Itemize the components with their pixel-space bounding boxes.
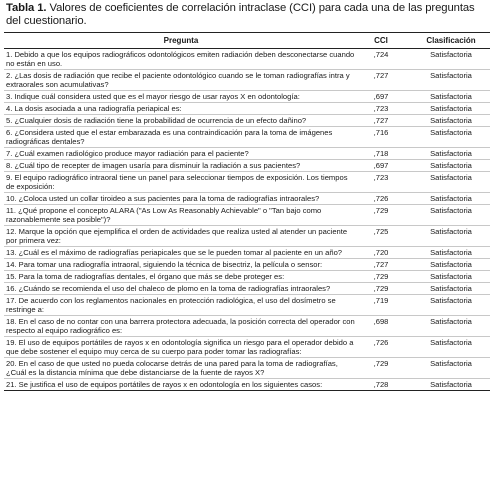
classification-cell: Satisfactoria bbox=[430, 104, 472, 113]
table-row bbox=[4, 247, 490, 259]
classification-cell: Satisfactoria bbox=[430, 128, 472, 137]
table-caption bbox=[6, 2, 486, 28]
table-row bbox=[4, 148, 490, 160]
classification-cell: Satisfactoria bbox=[430, 149, 472, 158]
table-row bbox=[4, 49, 490, 70]
question-cell: 6. ¿Considera usted que el estar embarazada es una contraindicación para la toma de imágenes radiográficas dentales? bbox=[6, 128, 333, 146]
cci-cell: ,728 bbox=[373, 380, 389, 389]
question-cell: 12. Marque la opción que ejemplifica el orden de actividades que realiza usted al atender un paciente por primera vez: bbox=[6, 227, 348, 245]
cci-cell: ,725 bbox=[373, 227, 389, 236]
cci-cell: ,723 bbox=[373, 173, 389, 182]
cci-cell: ,727 bbox=[373, 71, 389, 80]
question-cell: 21. Se justifica el uso de equipos portátiles de rayos x en odontología en los siguientes casos: bbox=[6, 380, 323, 389]
cci-cell: ,726 bbox=[373, 194, 389, 203]
question-cell: 8. ¿Cuál tipo de recepter de imagen usaría para disminuir la radiación a sus pacientes? bbox=[6, 161, 301, 170]
cci-cell: ,697 bbox=[373, 161, 389, 170]
header-pregunta: Pregunta bbox=[4, 33, 358, 49]
question-cell: 3. Indique cuál considera usted que es el mayor riesgo de usar rayos X en odontología: bbox=[6, 92, 300, 101]
cci-cell: ,729 bbox=[373, 359, 389, 368]
table-row bbox=[4, 91, 490, 103]
table-row bbox=[4, 205, 490, 226]
table-caption-text: Valores de coeficientes de correlación intraclase (CCI) para cada una de las preguntas del cuestionario. bbox=[6, 2, 475, 27]
table-row bbox=[4, 115, 490, 127]
classification-cell: Satisfactoria bbox=[430, 248, 472, 257]
question-cell: 20. En el caso de que usted no pueda colocarse detrás de una pared para la toma de radiografías, ¿Cuál es la distancia mínima que debe distanciarse de la fuente de rayos X? bbox=[6, 359, 338, 377]
question-cell: 10. ¿Coloca usted un collar tiroideo a sus pacientes para la toma de radiografías intraorales? bbox=[6, 194, 320, 203]
table-row bbox=[4, 337, 490, 358]
table-header bbox=[4, 33, 490, 49]
classification-cell: Satisfactoria bbox=[430, 116, 472, 125]
table-row bbox=[4, 70, 490, 91]
classification-cell: Satisfactoria bbox=[430, 284, 472, 293]
cci-cell: ,697 bbox=[373, 92, 389, 101]
question-cell: 19. El uso de equipos portátiles de rayos x en odontología significa un riesgo para el operador debido a que debe sostener el equipo muy cerca de su cuerpo para poder tomar las radiografías: bbox=[6, 338, 354, 356]
question-cell: 1. Debido a que los equipos radiográficos odontológicos emiten radiación deben desconectarse cuando no están en uso. bbox=[6, 50, 355, 68]
classification-cell: Satisfactoria bbox=[430, 92, 472, 101]
table-row bbox=[4, 226, 490, 247]
table-row bbox=[4, 193, 490, 205]
question-cell: 7. ¿Cuál examen radiológico produce mayor radiación para el paciente? bbox=[6, 149, 249, 158]
classification-cell: Satisfactoria bbox=[430, 338, 472, 347]
table-row bbox=[4, 103, 490, 115]
cci-cell: ,716 bbox=[373, 128, 389, 137]
question-cell: 13. ¿Cuál es el máximo de radiografías periapicales que se le pueden tomar al paciente en un año? bbox=[6, 248, 343, 257]
question-cell: 11. ¿Qué propone el concepto ALARA ("As Low As Reasonably Achievable" o "Tan bajo como razonablemente sea posible")? bbox=[6, 206, 322, 224]
classification-cell: Satisfactoria bbox=[430, 71, 472, 80]
cci-cell: ,729 bbox=[373, 206, 389, 215]
table-body bbox=[4, 49, 490, 391]
classification-cell: Satisfactoria bbox=[430, 296, 472, 305]
classification-cell: Satisfactoria bbox=[430, 194, 472, 203]
question-cell: 2. ¿Las dosis de radiación que recibe el paciente odontológico cuando se le toman radiografías intra y extraorales son acumulativas? bbox=[6, 71, 350, 89]
table-row bbox=[4, 259, 490, 271]
table-row bbox=[4, 283, 490, 295]
classification-cell: Satisfactoria bbox=[430, 317, 472, 326]
cci-cell: ,727 bbox=[373, 116, 389, 125]
header-clasificacion: Clasificación bbox=[404, 33, 490, 49]
cci-cell: ,729 bbox=[373, 284, 389, 293]
cci-cell: ,718 bbox=[373, 149, 389, 158]
table-row bbox=[4, 295, 490, 316]
question-cell: 5. ¿Cualquier dosis de radiación tiene la probabilidad de ocurrencia de un efecto dañino? bbox=[6, 116, 307, 125]
table-row bbox=[4, 379, 490, 391]
classification-cell: Satisfactoria bbox=[430, 359, 472, 368]
question-cell: 14. Para tomar una radiografía intraoral, siguiendo la técnica de bisectriz, la película o sensor: bbox=[6, 260, 323, 269]
classification-cell: Satisfactoria bbox=[430, 272, 472, 281]
cci-cell: ,698 bbox=[373, 317, 389, 326]
question-cell: 17. De acuerdo con los reglamentos nacionales en protección radiológica, el uso del dosímetro se restringe a: bbox=[6, 296, 336, 314]
cci-cell: ,723 bbox=[373, 104, 389, 113]
question-cell: 15. Para la toma de radiografías dentales, el órgano que más se debe proteger es: bbox=[6, 272, 285, 281]
table-row bbox=[4, 160, 490, 172]
table-row bbox=[4, 271, 490, 283]
cci-cell: ,729 bbox=[373, 272, 389, 281]
table-header-row bbox=[4, 33, 490, 49]
classification-cell: Satisfactoria bbox=[430, 380, 472, 389]
cci-cell: ,726 bbox=[373, 338, 389, 347]
cci-cell: ,719 bbox=[373, 296, 389, 305]
classification-cell: Satisfactoria bbox=[430, 227, 472, 236]
icc-table bbox=[4, 32, 490, 391]
header-cci: CCI bbox=[358, 33, 404, 49]
classification-cell: Satisfactoria bbox=[430, 173, 472, 182]
table-row bbox=[4, 127, 490, 148]
question-cell: 16. ¿Cuándo se recomienda el uso del chaleco de plomo en la toma de radiografías intraorales? bbox=[6, 284, 331, 293]
classification-cell: Satisfactoria bbox=[430, 50, 472, 59]
classification-cell: Satisfactoria bbox=[430, 206, 472, 215]
table-row bbox=[4, 358, 490, 379]
question-cell: 4. La dosis asociada a una radiografía periapical es: bbox=[6, 104, 182, 113]
classification-cell: Satisfactoria bbox=[430, 260, 472, 269]
cci-cell: ,727 bbox=[373, 260, 389, 269]
table-row bbox=[4, 172, 490, 193]
question-cell: 18. En el caso de no contar con una barrera protectora adecuada, la posición correcta del operador con respecto al equipo radiográfico es: bbox=[6, 317, 355, 335]
cci-cell: ,724 bbox=[373, 50, 389, 59]
table-row bbox=[4, 316, 490, 337]
cci-cell: ,720 bbox=[373, 248, 389, 257]
table-caption-label: Tabla 1. bbox=[6, 2, 47, 14]
question-cell: 9. El equipo radiográfico intraoral tiene un panel para seleccionar tiempos de exposición. Los tiempos de exposición: bbox=[6, 173, 348, 191]
classification-cell: Satisfactoria bbox=[430, 161, 472, 170]
